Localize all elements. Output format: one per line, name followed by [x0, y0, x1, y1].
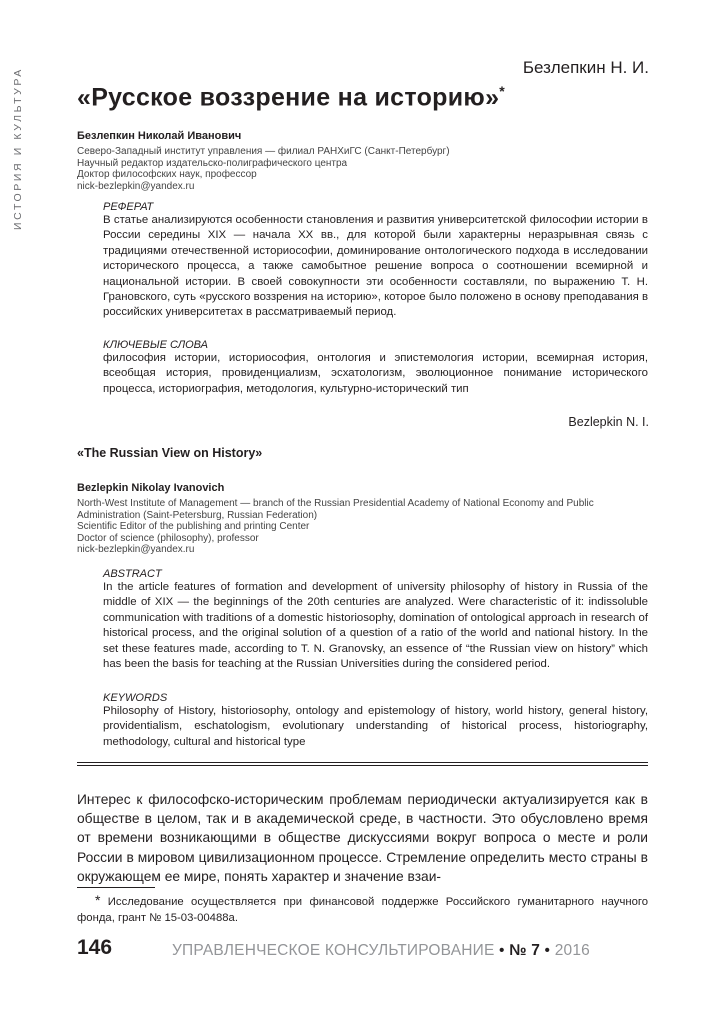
keywords-text-ru: философия истории, историософия, онтология и эпистемология истории, всемирная история, всеобщая история, провиденциализм, эсхатологизм, эволюционное понимание исторического процесса, историография, методология, культурно-исторический тип: [103, 352, 648, 395]
journal-name: УПРАВЛЕНЧЕСКОЕ КОНСУЛЬТИРОВАНИЕ: [172, 942, 495, 959]
affiliation-en-line: North-West Institute of Management — branch of the Russian Presidential Academy of National Economy and Public Administration (Saint-Petersburg, Russian Federation): [77, 498, 594, 521]
keywords-text-en: Philosophy of History, historiosophy, ontology and epistemology of history, world history, general history, providentialism, eschatologism, evolutionary understanding of historical process, historiography, methodology, cultural and historical type: [103, 705, 648, 748]
affiliation-en-line: Scientific Editor of the publishing and printing Center: [77, 521, 310, 532]
journal-footer: [172, 942, 590, 960]
author-short-en: Bezlepkin N. I.: [568, 415, 649, 429]
page-number: 146: [77, 936, 113, 959]
affiliation-ru-line: Доктор философских наук, профессор: [77, 169, 257, 180]
keywords-label-en: KEYWORDS: [103, 692, 168, 704]
running-head: ИСТОРИЯ И КУЛЬТУРА: [12, 67, 24, 230]
section-divider-thick: [77, 762, 648, 763]
footnote: [77, 893, 648, 926]
affiliation-ru: [77, 146, 648, 192]
abstract-text-en: In the article features of formation and development of university philosophy of history in Russia of the middle of XIX — the beginnings of the 20th centuries are analyzed. Were characteristic of it: indissoluble communication with traditions of a domestic historiosophy, domination of ontological approach in research of historical process, and the original solution of a question of a ratio of the world and national history. In the set these features made, according to T. N. Granovsky, an essence of “the Russian view on history” which has been the basis for teaching at the Russian Universities during the considered period.: [103, 581, 648, 671]
footnote-text: Исследование осуществляется при финансовой поддержке Российского гуманитарного научного фонда, грант № 15-03-00488а.: [77, 896, 649, 924]
abstract-label-ru: РЕФЕРАТ: [103, 201, 154, 213]
author-full-ru: [77, 126, 241, 144]
article-title-en: «The Russian View on History»: [77, 446, 263, 460]
article-title-ru-text: «Русское воззрение на историю»: [77, 83, 500, 112]
abstract-ru: [103, 201, 648, 321]
author-email-en: nick-bezlepkin@yandex.ru: [77, 544, 195, 555]
keywords-label-ru: КЛЮЧЕВЫЕ СЛОВА: [103, 339, 208, 351]
footer-separator: •: [544, 942, 551, 959]
keywords-en: [103, 692, 648, 750]
affiliation-ru-line: Научный редактор издательско-полиграфического центра: [77, 157, 348, 169]
footer-separator: •: [499, 942, 505, 959]
affiliation-ru-line: Северо-Западный институт управления — филиал РАНХиГС (Санкт-Петербург): [77, 146, 450, 157]
article-title-ru: [77, 83, 505, 112]
footnote-divider: [77, 887, 155, 888]
author-name-ru: Безлепкин Николай Иванович: [77, 130, 242, 142]
author-full-en: [77, 478, 224, 496]
issue-number: № 7: [509, 942, 541, 959]
publication-year: 2016: [554, 942, 590, 959]
footnote-mark: *: [95, 892, 101, 908]
abstract-text-ru: В статье анализируются особенности становления и развития университетской философии истории в России середины XIX — начала XX вв., для которой были характерны неразрывная связь с традициями отечественной историософии, доминирование онтологического подхода в исследовании исторического процесса, а также самобытное решение вопроса о соотношении всемирной и национальной истории. В своей совокупности эти особенности составляли, по выражению Т. Н. Грановского, суть «русского воззрения на историю», которое было положено в основу преподавания в российских университетах в рассматриваемый период.: [103, 214, 648, 319]
abstract-label-en: ABSTRACT: [103, 568, 162, 580]
keywords-ru: [103, 339, 648, 397]
author-email-ru: nick-bezlepkin@yandex.ru: [77, 180, 195, 192]
body-paragraph: Интерес к философско-историческим проблемам периодически актуализируется как в обществе в целом, так и в академической среде, в частности. Это обусловлено время от времени возникающими в обществе дискуссиями вокруг вопроса о месте и роли России в мировом цивилизационном процессе. Стремление определить место страны в окружающем ее мире, понять характер и значение взаи-: [77, 792, 648, 884]
author-name-en: Bezlepkin Nikolay Ivanovich: [77, 482, 225, 494]
abstract-en: [103, 568, 648, 672]
affiliation-en: [77, 498, 648, 556]
author-short-ru: Безлепкин Н. И.: [522, 58, 649, 77]
affiliation-en-line: Doctor of science (philosophy), professor: [77, 532, 259, 544]
section-divider-thin: [77, 765, 648, 766]
footnote-marker: *: [499, 83, 506, 99]
